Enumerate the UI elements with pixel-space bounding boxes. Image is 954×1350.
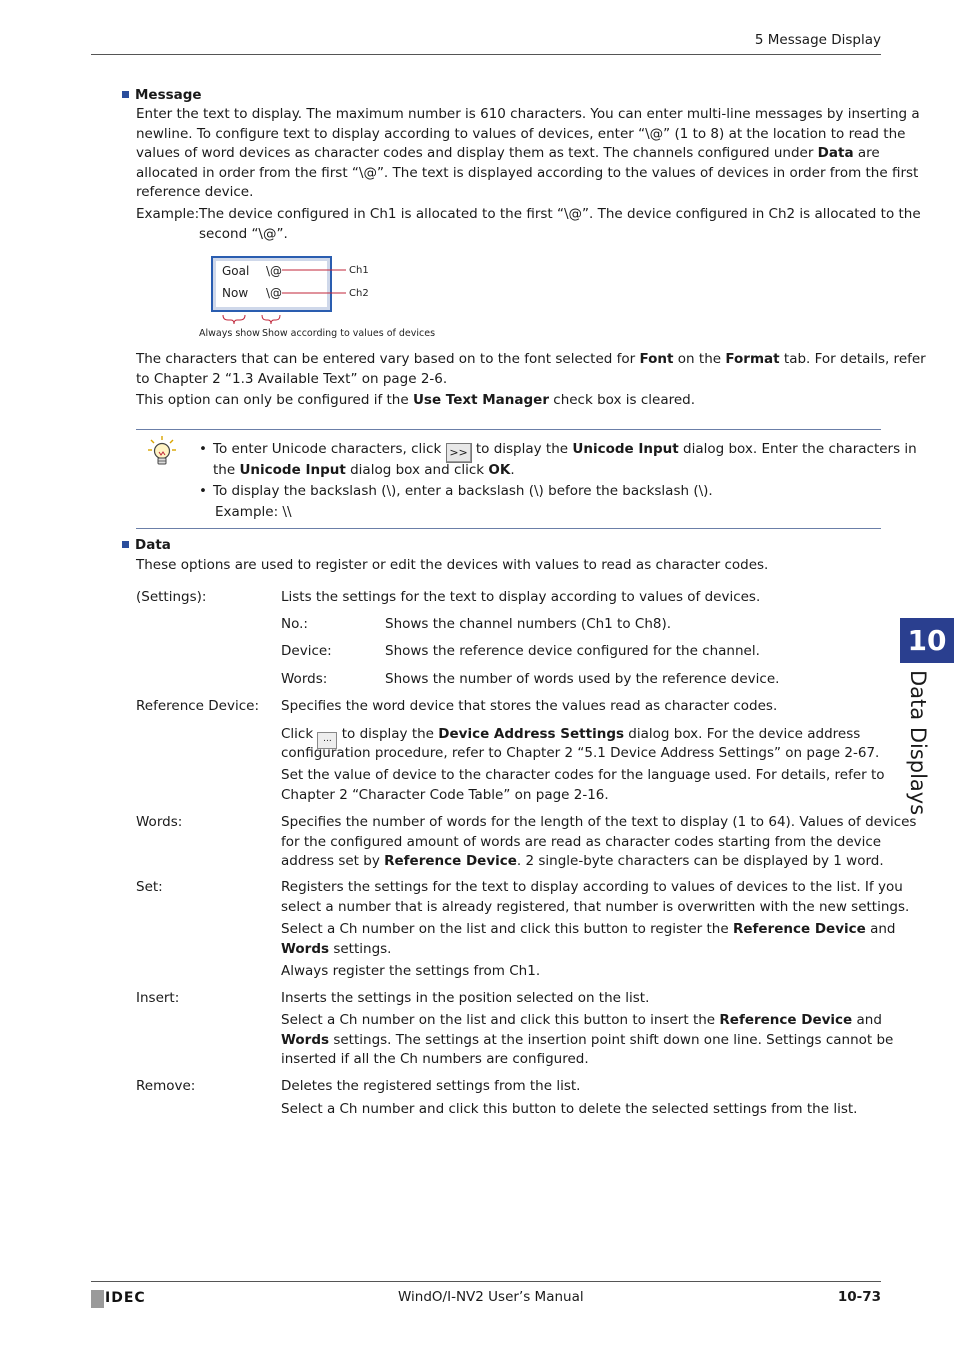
reference-device-click: Click ... to display the Device Address Settings dialog box. For the device address — [281, 725, 860, 749]
figure-ch2-label: Ch2 — [349, 288, 369, 299]
settings-desc: Lists the settings for the text to display according to values of devices. — [281, 589, 761, 605]
set-label: Set: — [136, 879, 163, 895]
idec-logo-mark — [91, 1290, 104, 1308]
page-number: 10-73 — [837, 1289, 881, 1305]
insert-instructions: Select a Ch number on the list and click this button to insert the Reference Device and Words settings. The settings at the insertion point shift down one line. Settings cannot be inserted if all the Ch numbers are configured. — [281, 1012, 894, 1067]
hint-bullet-2: • — [199, 483, 207, 499]
reference-device-set: Set the value of device to the character codes for the language used. For details, refer to Chapter 2 “Character Code Table” on page 2-16. — [281, 767, 885, 803]
lightbulb-hint-icon — [147, 435, 177, 469]
running-header: 5 Message Display — [754, 32, 881, 48]
unicode-input-button[interactable]: >> — [446, 443, 472, 463]
hint-bullet-1-text: To enter Unicode characters, click >> to display the Unicode Input dialog box. Enter the characters in — [213, 440, 917, 463]
example-label: Example: — [136, 206, 200, 222]
browse-button[interactable]: ... — [317, 732, 337, 749]
figure-now-label: Now — [222, 286, 249, 300]
no-label: No.: — [281, 616, 308, 632]
example-text: The device configured in Ch1 is allocated to the first “\@”. The device configured in Ch2 is allocated to the second “\@”. — [199, 206, 921, 242]
settings-label: (Settings): — [136, 589, 207, 605]
figure-now-code: \@ — [266, 286, 283, 300]
words-sub-desc: Shows the number of words used by the reference device. — [385, 671, 780, 687]
set-instructions: Select a Ch number on the list and click this button to register the Reference Device and Words settings. — [281, 921, 896, 957]
data-heading: Data — [122, 536, 171, 556]
chapter-tab[interactable]: 10 — [900, 618, 954, 663]
font-note: The characters that can be entered vary based on to the font selected for Font on the Format tab. For details, refer to Chapter 2 “1.3 Available Text” on page 2-6. — [136, 351, 926, 387]
words-sub-label: Words: — [281, 671, 328, 687]
bullet-square-icon — [122, 91, 129, 98]
hint-bullet-2-example: Example: \\ — [215, 504, 292, 520]
hint-bullet-2-text: To display the backslash (\), enter a backslash (\) before the backslash (\). — [213, 483, 713, 499]
remove-label: Remove: — [136, 1078, 196, 1094]
bullet-square-icon — [122, 541, 129, 548]
words-desc: Specifies the number of words for the length of the text to display (1 to 64). Values of devices for the configured amount of words are read as character codes starting from the device address set by Reference Device. 2 single-byte characters can be displayed by 1 word. — [281, 814, 917, 869]
hint-bullet-1-text-2: the Unicode Input dialog box and click OK. — [213, 462, 515, 478]
set-desc: Registers the settings for the text to display according to values of devices to the list. If you select a number that is already registered, that number is overwritten with the new settings. — [281, 879, 910, 915]
figure-goal-label: Goal — [222, 264, 250, 278]
set-note: Always register the settings from Ch1. — [281, 963, 541, 979]
reference-device-procedure: configuration procedure, refer to Chapter 2 “5.1 Device Address Settings” on page 2-67. — [281, 745, 880, 761]
data-intro: These options are used to register or edit the devices with values to read as character codes. — [136, 557, 769, 573]
header-rule — [91, 54, 881, 55]
chapter-title-vertical: Data Displays — [906, 670, 930, 816]
figure-goal-code: \@ — [266, 264, 283, 278]
hint-bullet-1: • — [199, 441, 207, 457]
reference-device-desc: Specifies the word device that stores the values read as character codes. — [281, 698, 778, 714]
figure-caption-values: Show according to values of devices — [262, 328, 436, 339]
text-manager-note: This option can only be configured if the Use Text Manager check box is cleared. — [136, 392, 696, 408]
remove-instructions: Select a Ch number and click this button to delete the selected settings from the list. — [281, 1101, 858, 1117]
remove-desc: Deletes the registered settings from the list. — [281, 1078, 581, 1094]
words-label: Words: — [136, 814, 183, 830]
idec-logo: IDEC — [105, 1290, 146, 1306]
message-paragraph: Enter the text to display. The maximum number is 610 characters. You can enter multi-line messages by inserting a newline. To configure text to display according to values of devices, enter “\@” (1 to 8) at the location to read the values of word devices as character codes and display them as text. The channels configured under Data are allocated in order from the first “\@”. The text is displayed according to the values of devices in order from the first reference device. — [136, 106, 920, 200]
device-label: Device: — [281, 643, 332, 659]
insert-label: Insert: — [136, 990, 180, 1006]
footer-manual-title: WindO/I-NV2 User’s Manual — [398, 1289, 584, 1305]
no-desc: Shows the channel numbers (Ch1 to Ch8). — [385, 616, 672, 632]
figure-caption-always: Always show — [199, 328, 260, 339]
insert-desc: Inserts the settings in the position selected on the list. — [281, 990, 650, 1006]
figure-ch1-label: Ch1 — [349, 265, 369, 276]
message-heading: Message — [122, 86, 202, 106]
device-desc: Shows the reference device configured for the channel. — [385, 643, 760, 659]
footer-rule — [91, 1281, 881, 1282]
reference-device-label: Reference Device: — [136, 698, 259, 714]
